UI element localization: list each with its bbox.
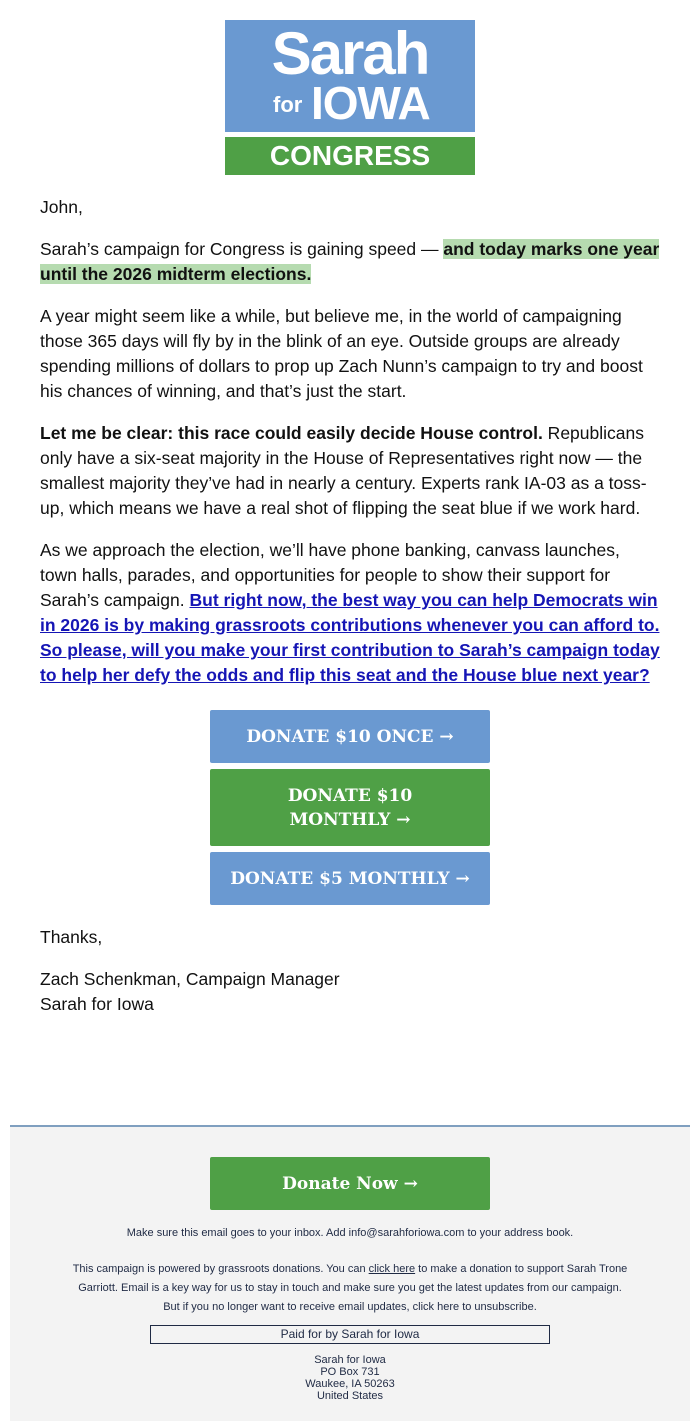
paragraph-1 [40,237,660,287]
signer-name: Zach Schenkman, Campaign Manager [40,969,340,989]
address-line: United States [316,1390,384,1402]
p3-text: Republicans only have a six-seat majority in the House of Representatives right now — the smallest majority they’ve had in nearly a century. Experts rank IA-03 as a toss-up, which means we have a real shot of flipping the seat blue if we work hard. [40,423,647,518]
powered-post: to make a donation to support Sarah Trone Garriott. Email is a key way for us to stay in touch and make sure you get the latest updates from our campaign. But if you no longer want to receive email updates, [78,1263,628,1313]
powered-note [70,1260,630,1317]
thanks: Thanks, [40,927,103,947]
logo-sarah: Sarah [271,20,429,87]
inbox-note: Make sure this email goes to your inbox. Add info@sarahforiowa.com to your address book. [126,1227,574,1239]
powered-pre: This campaign is powered by grassroots donations. You can [72,1263,369,1275]
unsubscribe-link[interactable]: click here to unsubscribe. [412,1301,537,1313]
p1-text: Sarah’s campaign for Congress is gaining speed — [40,239,444,259]
paragraph-3 [40,421,660,521]
click-here-link[interactable]: click here [368,1263,416,1275]
donate-buttons [40,710,660,905]
paid-for-box: Paid for by Sarah for Iowa [150,1325,550,1344]
logo-iowa: IOWA [311,77,430,129]
footer [10,1125,690,1421]
p1-highlight: and today marks one year until the 2026 midterm elections. [40,239,660,284]
donate-appeal-link[interactable]: But right now, the best way you can help Democrats win in 2026 is by making grassroots contributions whenever you can afford to. So please, will you make your first contribution to Sarah’s campaign today to help her defy the odds and flip this seat and the House blue next year? [40,590,660,685]
p4-text: As we approach the election, we’ll have phone banking, canvass launches, town halls, parades, and opportunities for people to show their support for Sarah’s campaign. [40,540,620,610]
signer-org: Sarah for Iowa [40,994,154,1014]
mailing-address [10,1354,690,1402]
donate-10-monthly-button[interactable]: DONATE $10 MONTHLY → [210,769,490,846]
address-line: Waukee, IA 50263 [305,1378,395,1390]
p3-bold: Let me be clear: this race could easily decide House control. [40,423,543,443]
email-page [0,20,700,1421]
logo-for: for [273,92,303,117]
paragraph-2: A year might seem like a while, but believe me, in the world of campaigning those 365 days will fly by in the blink of an eye. Outside groups are already spending millions of dollars to prop up Zach Nunn’s campaign to try and boost his chances of winning, and that’s just the start. [40,306,643,401]
donate-now-button[interactable]: Donate Now → [210,1157,490,1210]
donate-5-monthly-button[interactable]: DONATE $5 MONTHLY → [210,852,490,905]
address-line: Sarah for Iowa [314,1354,386,1366]
address-line: PO Box 731 [320,1366,380,1378]
logo-congress: CONGRESS [225,137,475,175]
signature [40,967,660,1017]
campaign-logo [225,20,475,175]
paragraph-4 [40,538,660,688]
donate-10-once-button[interactable]: DONATE $10 ONCE → [210,710,490,763]
greeting: John, [40,197,83,217]
